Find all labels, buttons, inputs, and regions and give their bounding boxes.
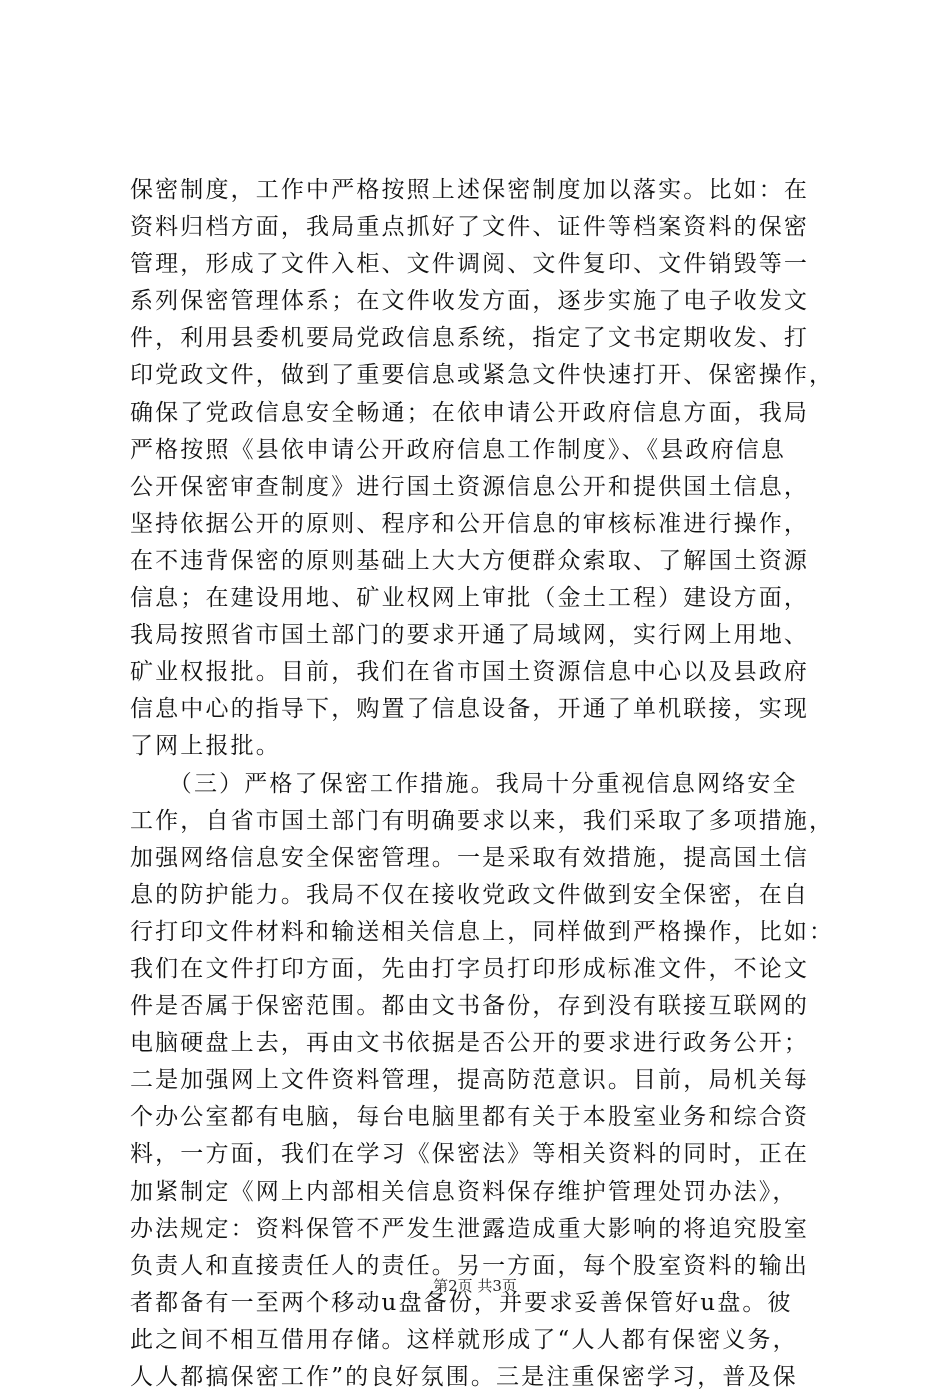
text-line: 工作，自省市国土部门有明确要求以来，我们采取了多项措施， (130, 807, 835, 834)
page-footer (0, 1276, 950, 1296)
text-line: 信息中心的指导下，购置了信息设备，开通了单机联接，实现 (130, 696, 810, 723)
text-line: 办法规定：资料保管不严发生泄露造成重大影响的将追究股室 (130, 1215, 810, 1242)
text-line: 此之间不相互借用存储。这样就形成了“人人都有保密义务， (130, 1326, 798, 1353)
text-line: 资料归档方面，我局重点抓好了文件、证件等档案资料的保密 (130, 214, 810, 241)
text-line: 料，一方面，我们在学习《保密法》等相关资料的同时，正在 (130, 1141, 810, 1168)
text-line: 严格按照《县依申请公开政府信息工作制度》、《县政府信息 (130, 436, 787, 463)
text-line: 在不违背保密的原则基础上大大方便群众索取、了解国土资源 (130, 547, 810, 574)
text-line: 二是加强网上文件资料管理，提高防范意识。目前，局机关每 (130, 1067, 810, 1094)
text-line: 确保了党政信息安全畅通；在依申请公开政府信息方面，我局 (130, 399, 810, 426)
text-line: 行打印文件材料和输送相关信息上，同样做到严格操作，比如： (130, 918, 835, 945)
text-line: 件是否属于保密范围。都由文书备份，存到没有联接互联网的 (130, 993, 810, 1020)
text-line: 管理，形成了文件入柜、文件调阅、文件复印、文件销毁等一 (130, 251, 810, 278)
text-line: （三）严格了保密工作措施。我局十分重视信息网络安全 (130, 770, 798, 797)
text-line: 件，利用县委机要局党政信息系统，指定了文书定期收发、打 (130, 325, 810, 352)
text-line: 信息；在建设用地、矿业权网上审批（金土工程）建设方面， (130, 585, 810, 612)
text-line: 保密制度，工作中严格按照上述保密制度加以落实。比如：在 (130, 177, 810, 203)
text-line: 电脑硬盘上去，再由文书依据是否公开的要求进行政务公开； (130, 1030, 810, 1057)
text-line: 个办公室都有电脑，每台电脑里都有关于本股室业务和综合资 (130, 1104, 810, 1131)
text-line: 坚持依据公开的原则、程序和公开信息的审核标准进行操作， (130, 510, 810, 537)
text-line: 我们在文件打印方面，先由打字员打印形成标准文件，不论文 (130, 955, 810, 982)
text-line: 我局按照省市国土部门的要求开通了局域网，实行网上用地、 (130, 622, 810, 649)
text-line: 息的防护能力。我局不仅在接收党政文件做到安全保密，在自 (130, 881, 810, 908)
page-number: 第2页 共3页 (433, 1277, 517, 1295)
text-line: 负责人和直接责任人的责任。另一方面，每个股室资料的输出 (130, 1252, 810, 1279)
text-line: 公开保密审查制度》进行国土资源信息公开和提供国土信息， (130, 473, 810, 500)
text-line: 加紧制定《网上内部相关信息资料保存维护管理处罚办法》， (130, 1178, 798, 1205)
text-line: 矿业权报批。目前，我们在省市国土资源信息中心以及县政府 (130, 659, 810, 686)
text-line: 了网上报批。 (130, 733, 281, 760)
text-line: 者都备有一至两个移动u盘备份，并要求妥善保管好u盘。彼 (130, 1289, 793, 1316)
text-line: 人人都搞保密工作”的良好氛围。三是注重保密学习，普及保 (130, 1364, 798, 1390)
text-line: 印党政文件，做到了重要信息或紧急文件快速打开、保密操作， (130, 362, 835, 389)
text-line: 系列保密管理体系；在文件收发方面，逐步实施了电子收发文 (130, 288, 810, 315)
text-line: 加强网络信息安全保密管理。一是采取有效措施，提高国土信 (130, 844, 810, 871)
body-text (130, 172, 835, 1396)
